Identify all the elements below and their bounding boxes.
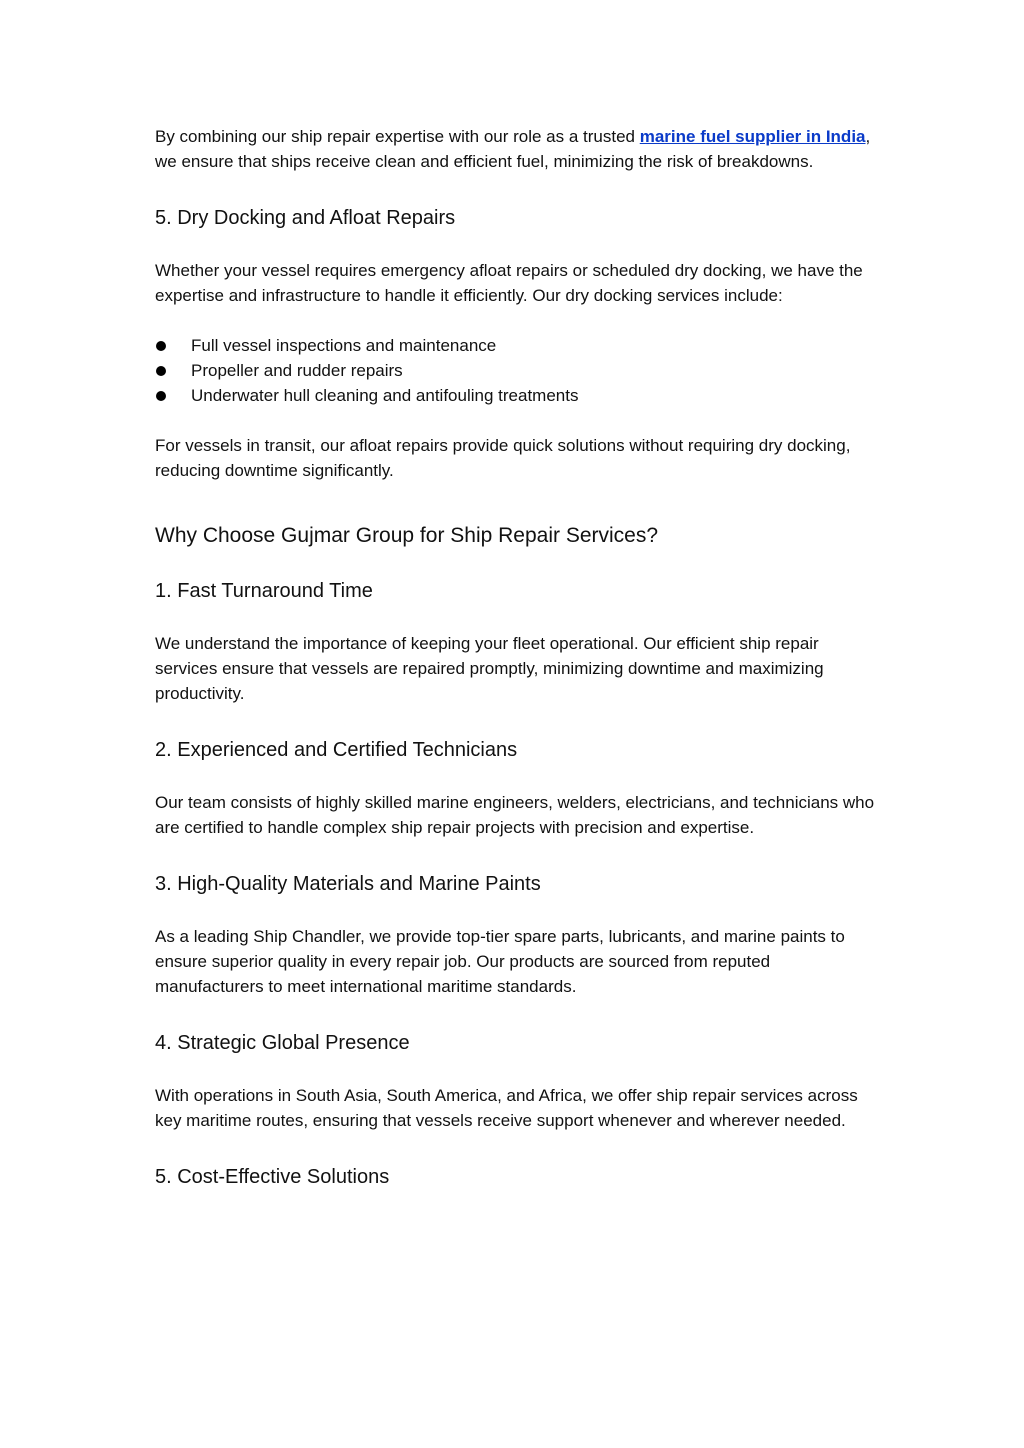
- why-choose-title: Why Choose Gujmar Group for Ship Repair Services?: [155, 524, 659, 547]
- intro-paragraph: [155, 124, 875, 174]
- list-item: [155, 333, 875, 358]
- dry-docking-heading: 5. Dry Docking and Afloat Repairs: [155, 207, 456, 229]
- dry-docking-services-list: [155, 333, 875, 408]
- dry-docking-paragraph: Whether your vessel requires emergency afloat repairs or scheduled dry docking, we have the expertise and infrastructure to handle it efficiently. Our dry docking services include:: [155, 261, 863, 305]
- reason-text-global-presence: With operations in South Asia, South America, and Africa, we offer ship repair services across key maritime routes, ensuring that vessels receive support whenever and wherever needed.: [155, 1086, 858, 1130]
- bullet-icon: [156, 366, 166, 376]
- document-body: [155, 124, 875, 1191]
- intro-text-before: By combining our ship repair expertise with our role as a trusted: [155, 127, 640, 146]
- list-item-label: Underwater hull cleaning and antifouling treatments: [191, 386, 579, 405]
- list-item: [155, 383, 875, 408]
- reason-heading-turnaround: 1. Fast Turnaround Time: [155, 580, 373, 602]
- list-item-label: Propeller and rudder repairs: [191, 361, 403, 380]
- marine-fuel-supplier-link[interactable]: marine fuel supplier in India: [639, 127, 866, 146]
- reason-heading-global-presence: 4. Strategic Global Presence: [155, 1032, 410, 1054]
- bullet-icon: [156, 391, 166, 401]
- reason-text-technicians: Our team consists of highly skilled marine engineers, welders, electricians, and technicians who are certified to handle complex ship repair projects with precision and expertise.: [155, 793, 875, 837]
- list-item-label: Full vessel inspections and maintenance: [191, 336, 497, 355]
- bullet-icon: [156, 341, 166, 351]
- afloat-repairs-paragraph: For vessels in transit, our afloat repairs provide quick solutions without requiring dry docking, reducing downtime significantly.: [155, 436, 851, 480]
- reason-heading-materials: 3. High-Quality Materials and Marine Paints: [155, 873, 541, 895]
- reason-text-turnaround: We understand the importance of keeping your fleet operational. Our efficient ship repair services ensure that vessels are repaired promptly, minimizing downtime and maximizing productivity.: [155, 634, 824, 703]
- reason-heading-technicians: 2. Experienced and Certified Technicians: [155, 739, 518, 761]
- reason-text-materials: As a leading Ship Chandler, we provide top-tier spare parts, lubricants, and marine paints to ensure superior quality in every repair job. Our products are sourced from reputed manufacturers to meet international maritime standards.: [155, 927, 845, 996]
- reason-heading-cost-effective: 5. Cost-Effective Solutions: [155, 1166, 390, 1188]
- list-item: [155, 358, 875, 383]
- intro-text-after: , we ensure that ships receive clean and efficient fuel, minimizing the risk of breakdowns.: [155, 127, 871, 171]
